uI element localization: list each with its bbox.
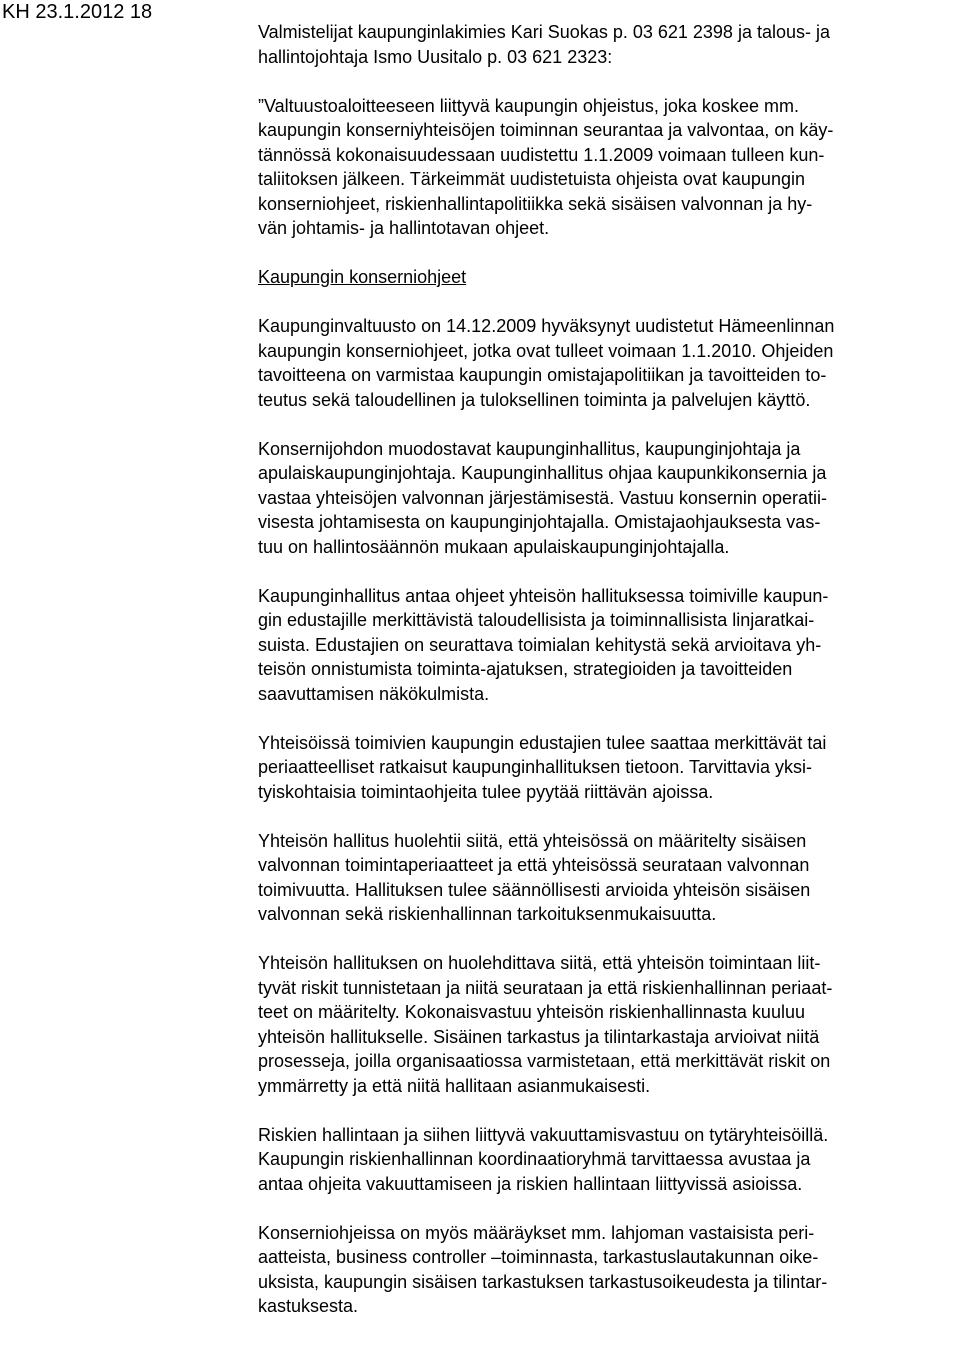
- text-line: tyiskohtaisia toimintaohjeita tulee pyytää riittävän ajoissa.: [258, 781, 714, 802]
- text-line: toimivuutta. Hallituksen tulee säännöllisesti arvioida yhteisön sisäisen: [258, 879, 811, 900]
- text-line: ymmärretty ja että niitä hallitaan asianmukaisesti.: [258, 1075, 651, 1096]
- text-line: kastuksesta.: [258, 1296, 359, 1316]
- text-line: Kaupunginvaltuusto on 14.12.2009 hyväksynyt uudistetut Hämeenlinnan: [258, 316, 835, 336]
- paragraph-konsernijohto: [258, 437, 958, 560]
- text-line: konserniohjeet, riskienhallintapolitiikka sekä sisäisen valvonnan ja hy-: [258, 193, 813, 214]
- text-line: apulaiskaupunginjohtaja. Kaupunginhallitus ohjaa kaupunkikonsernia ja: [258, 463, 827, 483]
- text-line: tuu on hallintosäännön mukaan apulaiskaupunginjohtajalla.: [258, 536, 730, 557]
- text-line: Konsernijohdon muodostavat kaupunginhallitus, kaupunginjohtaja ja: [258, 438, 801, 459]
- paragraph-sisainen-valvonta: [258, 829, 958, 927]
- section-heading: Kaupungin konserniohjeet: [258, 267, 467, 287]
- text-line: tavoitteena on varmistaa kaupungin omistajapolitiikan ja tavoitteiden to-: [258, 365, 827, 385]
- text-line: Kaupunginhallitus antaa ohjeet yhteisön hallituksessa toimiville kaupun-: [258, 585, 829, 606]
- text-line: Kaupungin riskienhallinnan koordinaatioryhmä tarvittaessa avustaa ja: [258, 1149, 811, 1169]
- text-line: vän johtamis- ja hallintotavan ohjeet.: [258, 218, 550, 238]
- text-line: Yhteisön hallituksen on huolehdittava siitä, että yhteisön toimintaan liit-: [258, 953, 821, 973]
- text-line: teisön onnistumista toiminta-ajatuksen, strategioiden ja tavoitteiden: [258, 659, 793, 679]
- text-line: valvonnan toimintaperiaatteet ja että yhteisössä seurataan valvonnan: [258, 855, 810, 875]
- document-reference: KH 23.1.2012 18: [2, 1, 153, 23]
- paragraph-riskienhallinta: [258, 951, 958, 1098]
- text-line: kaupungin konserniohjeet, jotka ovat tulleet voimaan 1.1.2010. Ohjeiden: [258, 340, 834, 361]
- paragraph-edustajien-velvollisuus: [258, 731, 958, 805]
- paragraph-vakuuttamisvastuu: [258, 1123, 958, 1197]
- paragraph-ohjeet-edustajille: [258, 584, 958, 707]
- text-line: tyvät riskit tunnistetaan ja niitä seurataan ja että riskienhallinnan periaat-: [258, 977, 833, 998]
- text-line: yhteisön hallitukselle. Sisäinen tarkastus ja tilintarkastaja arvioivat niitä: [258, 1026, 820, 1047]
- paragraph-konserniohjeet-approval: [258, 314, 958, 412]
- paragraph-maaraykset: [258, 1221, 958, 1319]
- text-line: periaatteelliset ratkaisut kaupunginhallituksen tietoon. Tarvittavia yksi-: [258, 757, 812, 777]
- text-line: gin edustajille merkittävistä taloudellisista ja toiminnallisista linjaratkai-: [258, 610, 815, 630]
- text-line: prosesseja, joilla organisaatiossa varmistetaan, että merkittävät riskit on: [258, 1051, 831, 1071]
- text-line: Valmistelijat kaupunginlakimies Kari Suokas p. 03 621 2398 ja talous- ja: [258, 22, 830, 42]
- text-line: ”Valtuustoaloitteeseen liittyvä kaupungin ohjeistus, joka koskee mm.: [258, 95, 799, 116]
- paragraph-preparers: [258, 20, 958, 69]
- text-line: Riskien hallintaan ja siihen liittyvä vakuuttamisvastuu on tytäryhteisöillä.: [258, 1124, 829, 1145]
- text-line: vastaa yhteisöjen valvonnan järjestämisestä. Vastuu konsernin operatii-: [258, 487, 827, 508]
- text-line: Yhteisön hallitus huolehtii siitä, että yhteisössä on määritelty sisäisen: [258, 830, 807, 851]
- text-line: valvonnan sekä riskienhallinnan tarkoituksenmukaisuutta.: [258, 904, 717, 924]
- text-line: suista. Edustajien on seurattava toimialan kehitystä sekä arvioitava yh-: [258, 634, 822, 655]
- text-line: tännössä kokonaisuudessaan uudistettu 1.1.2009 voimaan tulleen kun-: [258, 144, 825, 165]
- text-line: taliitoksen jälkeen. Tärkeimmät uudistetuista ohjeista ovat kaupungin: [258, 169, 805, 189]
- text-line: saavuttamisen näkökulmista.: [258, 683, 490, 704]
- text-line: Konserniohjeissa on myös määräykset mm. lahjoman vastaisista peri-: [258, 1222, 815, 1243]
- text-line: teet on määritelty. Kokonaisvastuu yhteisön riskienhallinnasta kuuluu: [258, 1002, 805, 1022]
- text-line: Yhteisöissä toimivien kaupungin edustajien tulee saattaa merkittävät tai: [258, 732, 827, 753]
- document-body: [258, 20, 958, 1343]
- text-line: uksista, kaupungin sisäisen tarkastuksen tarkastusoikeudesta ja tilintar-: [258, 1271, 828, 1292]
- text-line: kaupungin konserniyhteisöjen toiminnan seurantaa ja valvontaa, on käy-: [258, 120, 834, 140]
- paragraph-intro: [258, 94, 958, 241]
- text-line: hallintojohtaja Ismo Uusitalo p. 03 621 2323:: [258, 46, 613, 67]
- text-line: teutus sekä taloudellinen ja tuloksellinen toiminta ja palvelujen käyttö.: [258, 389, 811, 410]
- text-line: antaa ohjeita vakuuttamiseen ja riskien hallintaan liittyvissä asioissa.: [258, 1173, 803, 1194]
- text-line: aatteista, business controller –toiminnasta, tarkastuslautakunnan oike-: [258, 1247, 819, 1267]
- text-line: visesta johtamisesta on kaupunginjohtajalla. Omistajaohjauksesta vas-: [258, 512, 821, 532]
